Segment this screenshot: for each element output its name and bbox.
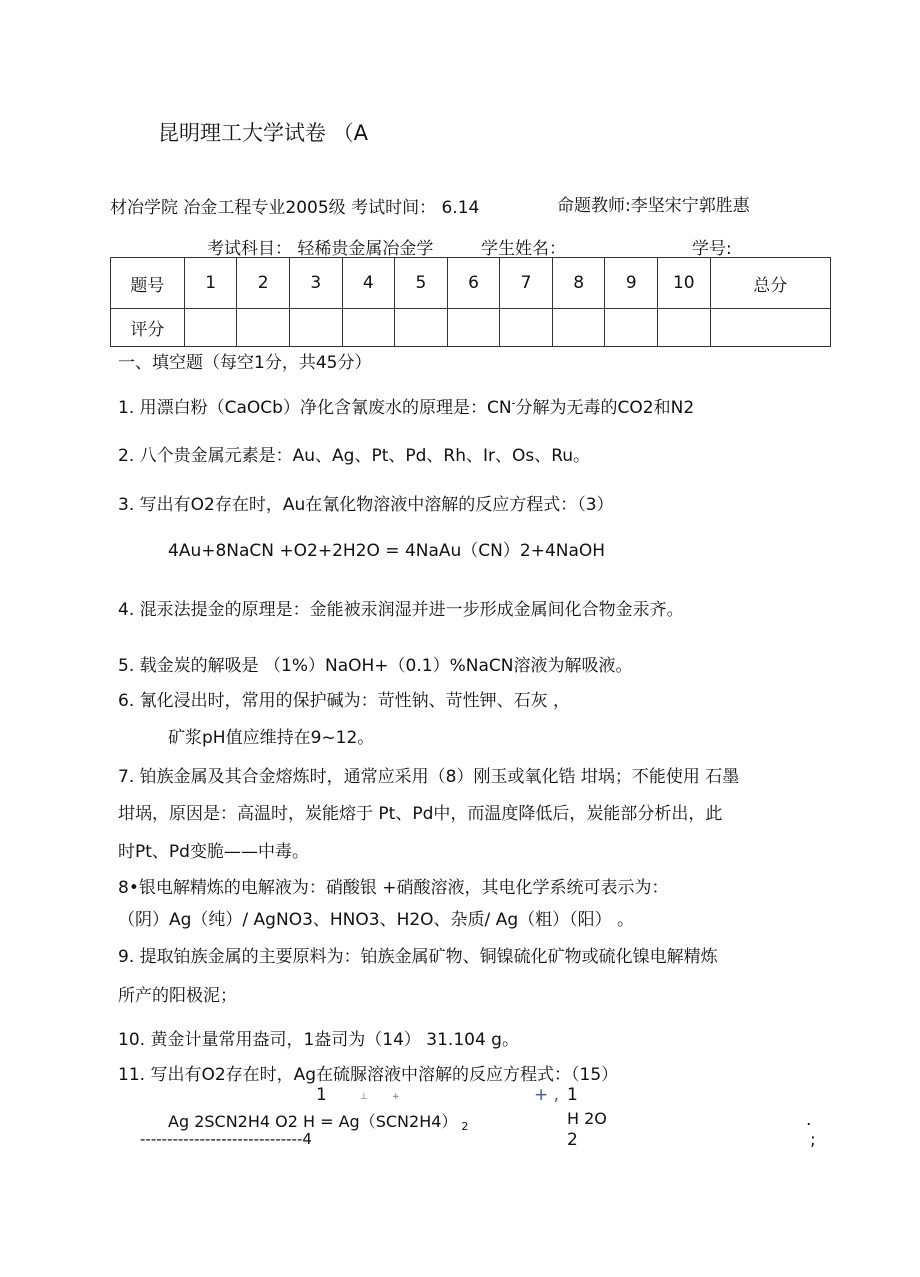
eq-water: H 2O (567, 1109, 607, 1128)
grade-cell (184, 309, 237, 347)
question-col-5: 5 (395, 258, 448, 309)
question-col-1: 1 (184, 258, 237, 309)
exam-title: 昆明理工大学试卷 （A (158, 121, 369, 145)
eq-left-side (168, 1109, 468, 1132)
student-name-label: 学生姓名： (481, 239, 566, 259)
eq-left-text: Ag 2SCN2H4 O2 H = Ag（SCN2H4） (168, 1112, 458, 1131)
score-table-grade-row (111, 309, 831, 347)
score-table (110, 257, 831, 347)
question-11: 11. 写出有O2存在时，Ag在硫脲溶液中溶解的反应方程式：（15） (118, 1065, 619, 1085)
question-3-equation: 4Au+8NaCN +O2+2H2O = 4NaAu（CN）2+4NaOH (168, 541, 606, 561)
grade-cell (395, 309, 448, 347)
grade-cell (710, 309, 830, 347)
question-col-10: 10 (658, 258, 711, 309)
grade-cell (342, 309, 395, 347)
question-col-9: 9 (605, 258, 658, 309)
grade-cell (500, 309, 553, 347)
grade-cell (289, 309, 342, 347)
question-5: 5. 载金炭的解吸是 （1%）NaOH+（0.1）%NaCN溶液为解吸液。 (118, 656, 633, 676)
grade-cell (237, 309, 290, 347)
question-col-2: 2 (237, 258, 290, 309)
question-9-line-2: 所产的阳极泥； (118, 986, 237, 1006)
question-number-label: 题号 (111, 258, 185, 309)
eq-subscript: 2 (461, 1120, 469, 1133)
eq-mark-b: + (392, 1092, 400, 1102)
question-col-6: 6 (447, 258, 500, 309)
eq-dot: . (806, 1110, 812, 1130)
grade-cell (447, 309, 500, 347)
eq-numerator-1: 1 (316, 1085, 327, 1105)
question-col-3: 3 (289, 258, 342, 309)
score-table-header-row (111, 258, 831, 309)
question-7-line-3: 时Pt、Pd变脆——中毒。 (118, 842, 309, 862)
question-col-4: 4 (342, 258, 395, 309)
eq-semicolon: ; (810, 1130, 816, 1150)
question-9-line-1: 9. 提取铂族金属的主要原料为：铂族金属矿物、铜镍硫化矿物或硫化镍电解精炼 (118, 947, 718, 967)
grade-cell (658, 309, 711, 347)
question-10: 10. 黄金计量常用盎司，1盎司为（14） 31.104 g。 (118, 1030, 519, 1050)
exam-subject: 考试科目： 轻稀贵金属冶金学 (207, 239, 434, 259)
question-2: 2. 八个贵金属元素是：Au、Ag、Pt、Pd、Rh、Ir、Os、Ru。 (118, 446, 591, 466)
question-1-text: 1. 用漂白粉（CaOCb）净化含氰废水的原理是：CN (118, 398, 512, 418)
eq-numerator-2: 1 (567, 1085, 578, 1105)
grade-label: 评分 (111, 309, 185, 347)
question-6-line-2: 矿浆pH值应维持在9~12。 (168, 728, 375, 748)
eq-fraction-dashes: ------------------------------4 (140, 1130, 312, 1148)
question-7-line-1: 7. 铂族金属及其合金熔炼时，通常应采用（8）刚玉或氧化锆 坩埚；不能使用 石墨 (118, 767, 740, 787)
grade-cell (605, 309, 658, 347)
eq-mark-c: + , (534, 1085, 560, 1105)
question-8-line-2: （阴）Ag（纯）/ AgNO3、HNO3、H2O、杂质/ Ag（粗）（阳） 。 (118, 910, 635, 930)
cn-charge: - (511, 396, 516, 410)
question-3: 3. 写出有O2存在时，Au在氰化物溶液中溶解的反应方程式：（3） (118, 495, 614, 515)
question-7-line-2: 坩埚，原因是：高温时，炭能熔于 Pt、Pd中，而温度降低后，炭能部分析出，此 (118, 804, 723, 824)
question-6-line-1: 6. 氰化浸出时，常用的保护碱为：苛性钠、苛性钾、石灰 ， (118, 691, 571, 711)
eq-mark-a: ⊥ (360, 1092, 368, 1102)
total-score-label: 总分 (710, 258, 830, 309)
college-major-date: 材冶学院 冶金工程专业2005级 考试时间： 6.14 (110, 198, 480, 218)
section-heading: 一、填空题（每空1分，共45分） (118, 353, 372, 373)
question-col-7: 7 (500, 258, 553, 309)
student-id-label: 学号: (692, 239, 732, 259)
question-8-line-1: 8•银电解精炼的电解液为：硝酸银 +硝酸溶液，其电化学系统可表示为： (118, 878, 669, 898)
question-1 (118, 393, 694, 418)
eq-denominator-2: 2 (567, 1130, 578, 1150)
grade-cell (552, 309, 605, 347)
question-4: 4. 混汞法提金的原理是：金能被汞润湿并进一步形成金属间化合物金汞齐。 (118, 600, 684, 620)
exam-setter: 命题教师:李坚宋宁郭胜惠 (557, 196, 750, 216)
question-col-8: 8 (552, 258, 605, 309)
question-1-tail: 分解为无毒的CO2和N2 (515, 398, 695, 418)
